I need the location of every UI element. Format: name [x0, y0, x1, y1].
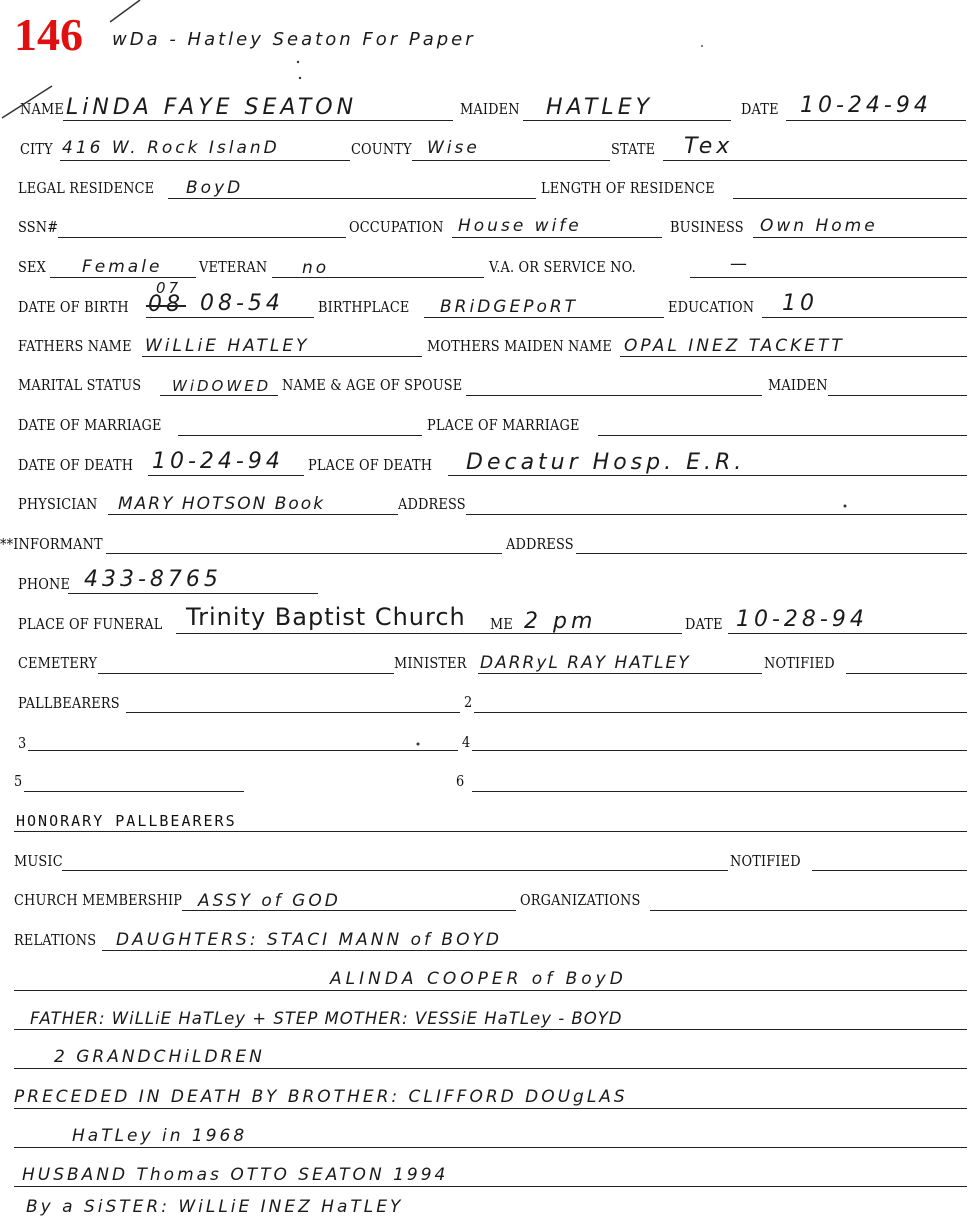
label-place-of-funeral: PLACE OF FUNERAL — [18, 615, 163, 633]
line-date-of-marriage — [178, 435, 422, 436]
label-legal-residence: LEGAL RESIDENCE — [18, 179, 155, 197]
line-address — [466, 514, 967, 515]
label-dob: DATE OF BIRTH — [18, 298, 129, 316]
value-veteran: no — [302, 258, 330, 278]
label-pallbearer-6: 6 — [456, 772, 465, 790]
label-birthplace: BIRTHPLACE — [318, 298, 410, 316]
line-relations-2 — [14, 990, 967, 991]
label-notified-2: NOTIFIED — [730, 852, 801, 870]
label-va-no: V.A. OR SERVICE NO. — [489, 258, 636, 276]
line-relations-6 — [14, 1147, 967, 1148]
relations-line-7: HUSBAND Thomas OTTO SEATON 1994 — [22, 1165, 449, 1185]
relations-line-2: ALINDA COOPER of BoyD — [330, 969, 627, 989]
value-birthplace: BRiDGEPoRT — [440, 297, 579, 317]
value-place-of-funeral: Trinity Baptist Church — [186, 603, 466, 631]
relations-line-8: By a SiSTER: WiLLiE INEZ HaTLEY — [26, 1197, 404, 1217]
label-city: CITY — [20, 140, 53, 158]
label-date-of-marriage: DATE OF MARRIAGE — [18, 416, 162, 434]
line-relations-3 — [14, 1029, 967, 1030]
line-va-no — [690, 277, 967, 278]
label-organizations: ORGANIZATIONS — [520, 891, 641, 909]
label-music: MUSIC — [14, 852, 63, 870]
value-funeral-time: 2 pm — [524, 609, 597, 634]
line-pallbearer-6 — [472, 791, 967, 792]
line-spouse — [466, 395, 762, 396]
line-county — [412, 160, 610, 161]
line-organizations — [650, 910, 967, 911]
value-church-membership: ASSY of GOD — [198, 891, 341, 911]
line-business — [753, 237, 967, 238]
value-county: Wise — [427, 138, 480, 158]
line-date-of-death — [148, 475, 304, 476]
value-date: 10-24-94 — [800, 93, 932, 118]
value-date-of-death: 10-24-94 — [152, 449, 284, 474]
line-date — [786, 120, 966, 121]
value-education: 10 — [782, 291, 818, 316]
label-county: COUNTY — [351, 140, 412, 158]
line-relations-5 — [14, 1108, 967, 1109]
value-dob: 08-54 — [200, 291, 284, 316]
label-pallbearer-5: 5 — [14, 772, 23, 790]
label-pallbearer-4: 4 — [462, 733, 471, 751]
label-physician: PHYSICIAN — [18, 495, 98, 513]
relations-line-1: DAUGHTERS: STACI MANN of BOYD — [116, 930, 502, 950]
dob-strike-mark — [146, 305, 186, 307]
label-maiden-2: MAIDEN — [768, 376, 828, 394]
line-fathers-name — [142, 356, 422, 357]
relations-line-6: HaTLey in 1968 — [72, 1126, 248, 1146]
line-dob — [146, 317, 314, 318]
label-phone: PHONE — [18, 575, 71, 593]
line-relations-4 — [14, 1068, 967, 1069]
value-business: Own Home — [760, 216, 878, 236]
label-marital-status: MARITAL STATUS — [18, 376, 142, 394]
value-minister: DARRyL RAY HATLEY — [480, 653, 691, 673]
label-minister: MINISTER — [394, 654, 467, 672]
label-date: DATE — [741, 100, 779, 118]
relations-line-3: FATHER: WiLLiE HaTLey + STEP MOTHER: VESSiE HaTLey - BOYD — [30, 1009, 623, 1028]
value-dob-correction: 07 — [156, 279, 182, 297]
line-pallbearer-4 — [472, 750, 967, 751]
label-sex: SEX — [18, 258, 46, 276]
line-place-of-funeral — [176, 633, 682, 634]
line-informant — [106, 553, 502, 554]
line-maiden — [523, 120, 731, 121]
line-relations-1 — [102, 950, 967, 951]
line-marital-status — [160, 395, 278, 396]
value-dob-struck: 08 — [148, 292, 184, 317]
label-funeral-date: DATE — [685, 615, 723, 633]
line-address-2 — [576, 553, 967, 554]
label-place-of-marriage: PLACE OF MARRIAGE — [427, 416, 580, 434]
line-pallbearer-3 — [28, 750, 458, 751]
page-number: 146 — [14, 9, 83, 60]
line-pallbearer-1 — [126, 712, 460, 713]
label-church-membership: CHURCH MEMBERSHIP — [14, 891, 183, 909]
label-business: BUSINESS — [670, 218, 744, 236]
line-minister — [478, 673, 762, 674]
label-veteran: VETERAN — [199, 258, 268, 276]
line-state — [663, 160, 967, 161]
line-education — [762, 317, 967, 318]
value-phone: 433-8765 — [84, 567, 222, 592]
value-funeral-date: 10-28-94 — [736, 607, 868, 632]
line-pallbearer-2 — [474, 712, 967, 713]
value-va-no: — — [730, 254, 750, 274]
value-maiden: HATLEY — [546, 95, 654, 120]
line-name — [63, 120, 453, 121]
label-pallbearers: PALLBEARERS — [18, 694, 120, 712]
line-funeral-date — [728, 633, 967, 634]
label-ssn: SSN# — [18, 218, 59, 236]
value-sex: Female — [82, 257, 163, 277]
line-legal-residence — [168, 198, 536, 199]
value-state: Tex — [684, 134, 734, 159]
line-music — [62, 870, 728, 871]
label-mothers-maiden: MOTHERS MAIDEN NAME — [427, 337, 612, 355]
line-ssn — [58, 237, 346, 238]
line-place-of-marriage — [598, 435, 967, 436]
label-pallbearer-3: 3 — [18, 734, 27, 752]
value-city: 416 W. Rock IslanD — [62, 138, 280, 158]
label-notified: NOTIFIED — [764, 654, 835, 672]
value-fathers-name: WiLLiE HATLEY — [145, 336, 310, 356]
label-name: NAME — [20, 100, 64, 118]
value-name: LiNDA FAYE SEATON — [66, 95, 358, 120]
line-physician — [108, 514, 398, 515]
header-note: wDa - Hatley Seaton For Paper — [112, 29, 476, 50]
label-cemetery: CEMETERY — [18, 654, 98, 672]
line-pallbearer-5 — [24, 791, 244, 792]
value-marital-status: WiDOWED — [172, 377, 272, 395]
label-fathers-name: FATHERS NAME — [18, 337, 132, 355]
line-veteran — [272, 277, 484, 278]
label-honorary-pallbearers: HONORARY PALLBEARERS — [16, 812, 237, 830]
label-informant: **INFORMANT — [0, 535, 103, 553]
label-date-of-death: DATE OF DEATH — [18, 456, 134, 474]
line-length-of-residence — [733, 198, 967, 199]
value-physician: MARY HOTSON Book — [118, 494, 326, 514]
line-notified — [846, 673, 967, 674]
label-occupation: OCCUPATION — [349, 218, 444, 236]
label-state: STATE — [611, 140, 656, 158]
line-phone — [68, 593, 318, 594]
line-church-membership — [182, 910, 516, 911]
label-pallbearer-2: 2 — [464, 693, 473, 711]
line-mothers-maiden — [620, 356, 967, 357]
relations-line-5: PRECEDED IN DEATH BY BROTHER: CLIFFORD DOUgLAS — [14, 1087, 628, 1107]
line-place-of-death — [448, 475, 967, 476]
label-time-suffix: ME — [490, 615, 513, 633]
label-address-2: ADDRESS — [506, 535, 574, 553]
value-place-of-death: Decatur Hosp. E.R. — [466, 450, 746, 475]
line-occupation — [452, 237, 662, 238]
relations-line-4: 2 GRANDCHiLDREN — [54, 1047, 265, 1067]
value-occupation: House wife — [458, 216, 582, 236]
label-length-of-residence: LENGTH OF RESIDENCE — [541, 179, 715, 197]
label-address: ADDRESS — [398, 495, 466, 513]
line-city — [60, 160, 350, 161]
line-relations-7 — [14, 1186, 967, 1187]
label-place-of-death: PLACE OF DEATH — [308, 456, 433, 474]
line-maiden-2 — [828, 395, 967, 396]
label-maiden: MAIDEN — [460, 100, 520, 118]
label-relations: RELATIONS — [14, 931, 97, 949]
line-notified-2 — [812, 870, 967, 871]
value-legal-residence: BoyD — [186, 178, 244, 198]
value-mothers-maiden: OPAL INEZ TACKETT — [624, 336, 845, 356]
line-cemetery — [98, 673, 394, 674]
line-birthplace — [424, 317, 664, 318]
line-honorary-1 — [14, 831, 967, 832]
label-education: EDUCATION — [668, 298, 755, 316]
label-spouse: NAME & AGE OF SPOUSE — [282, 376, 463, 394]
